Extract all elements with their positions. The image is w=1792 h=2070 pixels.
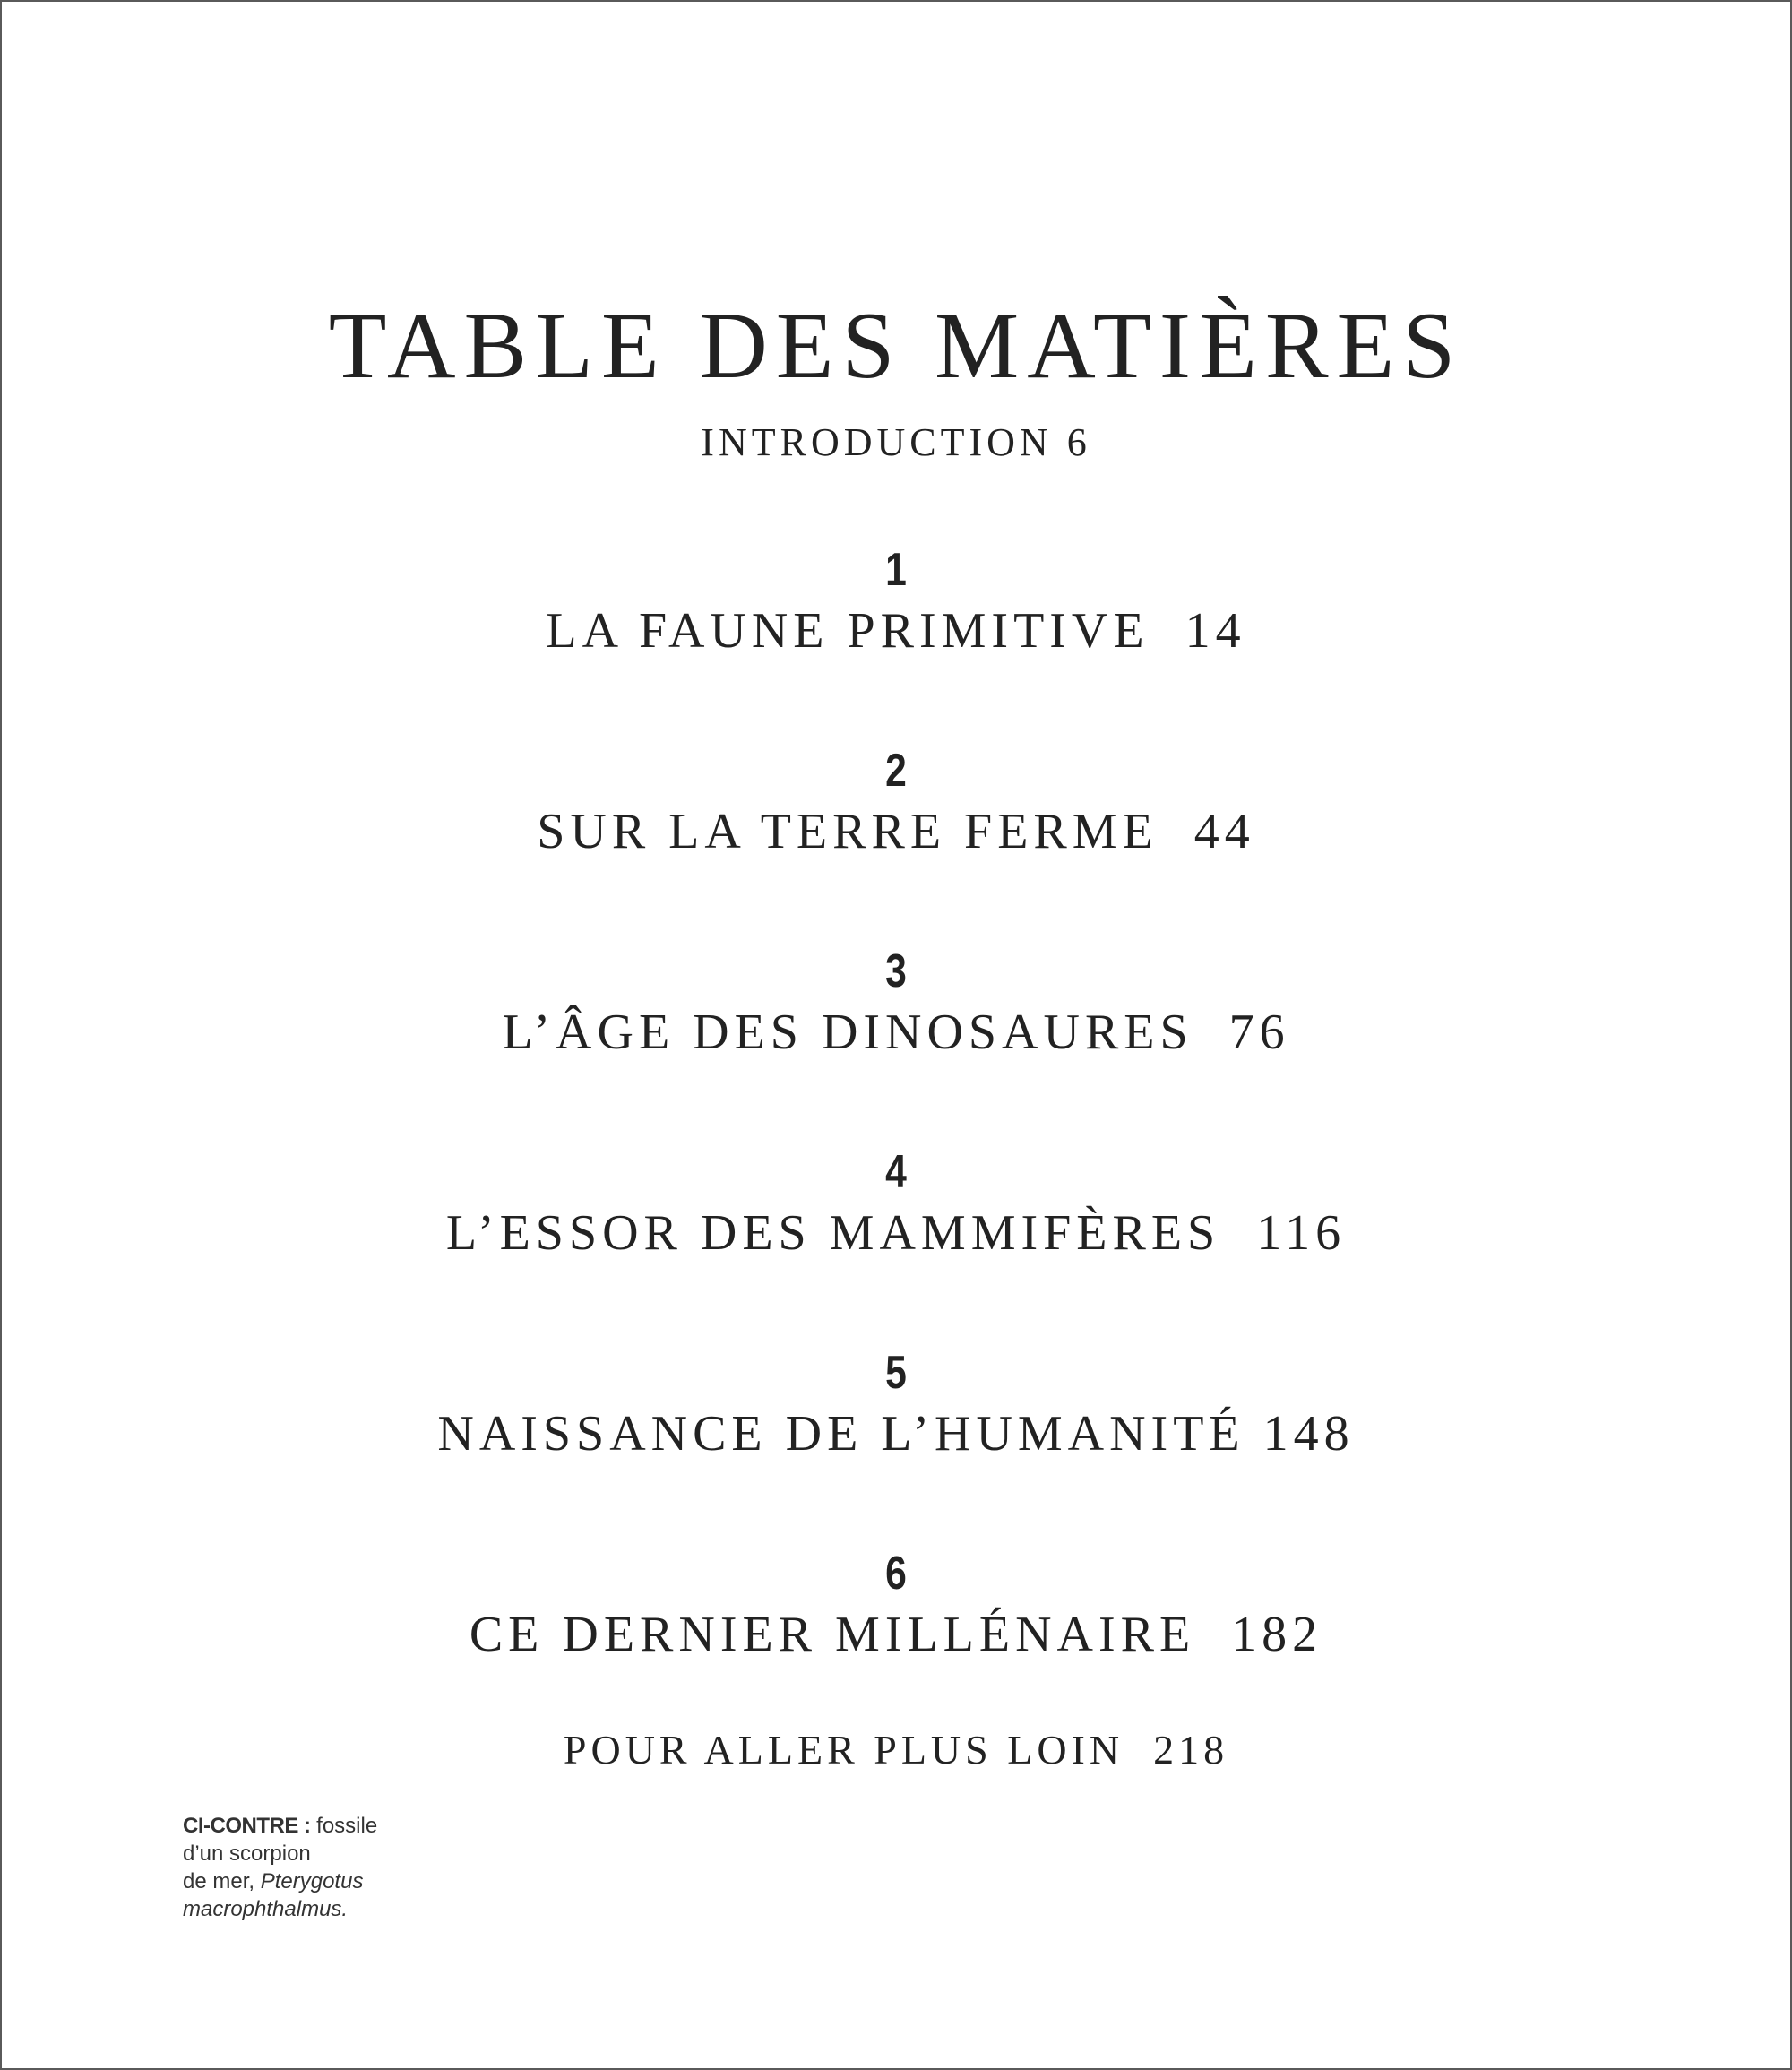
page-title: TABLE DES MATIÈRES — [328, 293, 1464, 399]
chapter-number: 5 — [885, 1347, 907, 1399]
toc-chapter — [0, 544, 1792, 659]
toc-chapter — [0, 747, 1792, 857]
chapter-number: 3 — [885, 945, 907, 997]
caption-text: fossile — [310, 1814, 378, 1838]
toc-chapter — [0, 1347, 1792, 1462]
caption-lead: CI-CONTRE : — [183, 1814, 311, 1838]
chapter-number: 2 — [885, 745, 907, 797]
chapter-number: 4 — [885, 1146, 907, 1198]
caption-text: de mer, — [183, 1869, 261, 1893]
chapter-title: L’ESSOR DES MAMMIFÈRES 116 — [445, 1205, 1347, 1261]
toc-entry-further-reading: POUR ALLER PLUS LOIN 218 — [563, 1727, 1229, 1772]
chapter-number: 6 — [885, 1548, 907, 1600]
caption-species-genus: Pterygotus — [260, 1869, 364, 1893]
toc-entry-introduction: INTRODUCTION 6 — [701, 420, 1091, 464]
chapter-title: L’ÂGE DES DINOSAURES 76 — [502, 1005, 1290, 1060]
image-caption — [183, 1812, 380, 1923]
chapter-title: LA FAUNE PRIMITIVE 14 — [546, 603, 1246, 659]
caption-text: d’un scorpion — [183, 1841, 311, 1866]
chapter-title: CE DERNIER MILLÉNAIRE 182 — [469, 1607, 1323, 1662]
chapter-number: 1 — [885, 544, 907, 596]
toc-chapter — [0, 1146, 1792, 1261]
caption-species-name: macrophthalmus. — [183, 1897, 349, 1921]
toc-chapter — [0, 1550, 1792, 1660]
chapter-title: NAISSANCE DE L’HUMANITÉ 148 — [437, 1406, 1355, 1462]
chapter-title: SUR LA TERRE FERME 44 — [537, 804, 1255, 859]
toc-chapter — [0, 945, 1792, 1060]
